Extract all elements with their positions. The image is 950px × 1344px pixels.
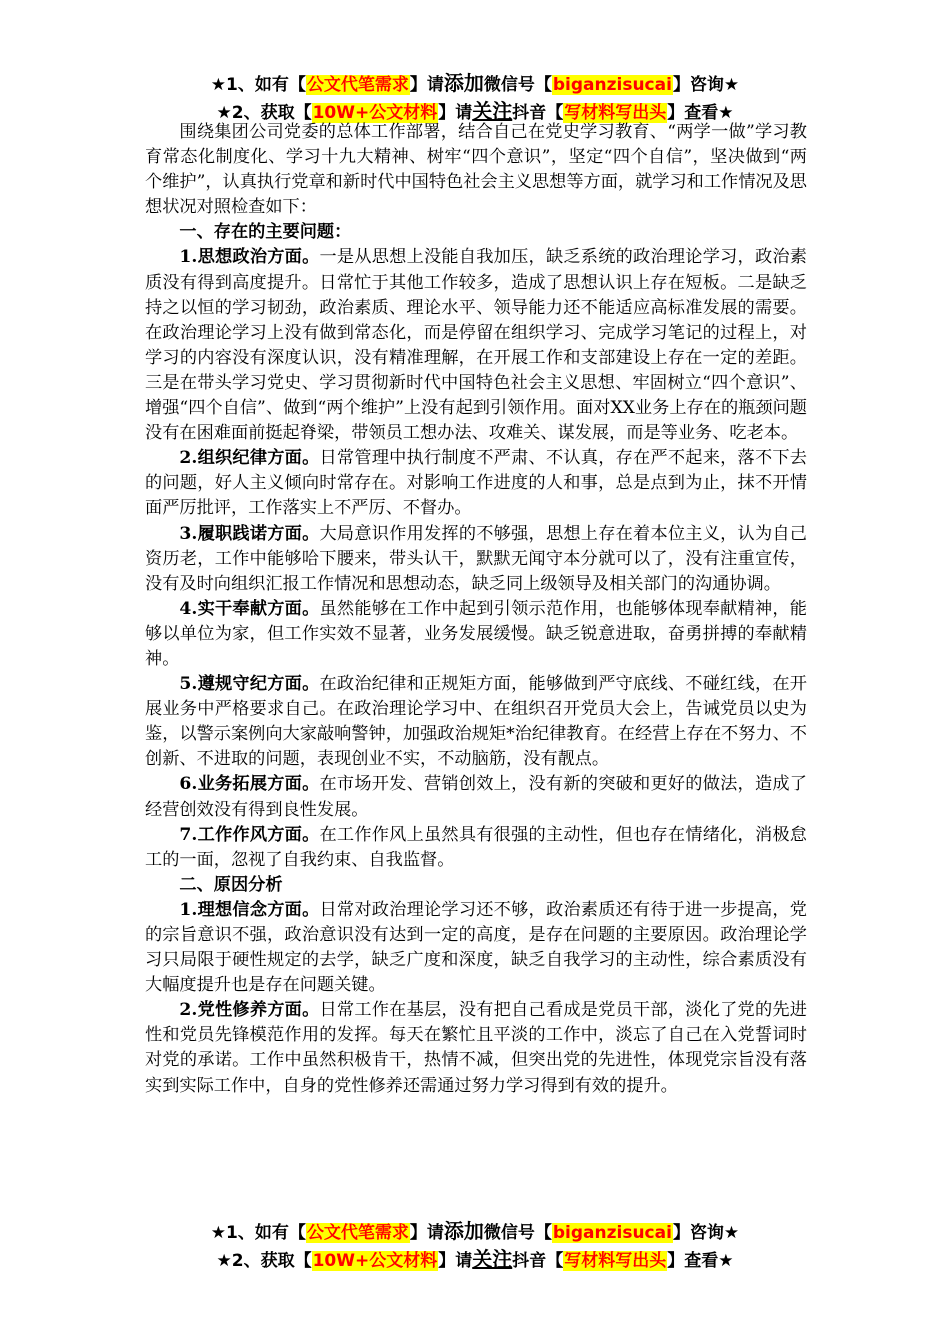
problem-item: 2.组织纪律方面。日常管理中执行制度不严肃、不认真，存在严不起来，落不下去的问题，好人主义倾向时常存在。对影响工作进度的人和事，总是点到为止，抹不开情面严厉批评，工作落实上不严厉、不督办。	[145, 448, 807, 519]
highlight-materials: 10W+公文材料	[312, 103, 438, 123]
highlight-service: 公文代笔需求	[306, 1223, 409, 1243]
highlight-douyin: 写材料写出头	[564, 103, 667, 123]
section-heading-problems: 一、存在的主要问题：	[179, 222, 352, 243]
highlight-wechat-id: biganzisucai	[552, 75, 672, 95]
cause-item: 2.党性修养方面。日常工作在基层，没有把自己看成是党员干部，淡化了党的先进性和党员先锋模范作用的发挥。每天在繁忙且平淡的工作中，淡忘了自己在入党誓词时对党的承诺。工作中虽然积极肯干，热情不减，但突出党的先进性，体现党宗旨没有落实到实际工作中，自身的党性修养还需通过努力学习得到有效的提升。	[145, 1000, 807, 1096]
problem-item: 3.履职践诺方面。大局意识作用发挥的不够强，思想上存在着本位主义，认为自己资历老，工作中能够哈下腰来，带头认干，默默无闻守本分就可以了，没有注重宣传，没有及时向组织汇报工作情况和思想动态，缺乏同上级领导及相关部门的沟通协调。	[145, 523, 807, 594]
bottom-banner-line-1: ★1、如有【公文代笔需求】请添加微信号【biganzisucai】咨询★	[210, 1219, 740, 1243]
section-heading-causes: 二、原因分析	[179, 874, 283, 895]
highlight-service: 公文代笔需求	[306, 75, 409, 95]
top-banner-line-1: ★1、如有【公文代笔需求】请添加微信号【biganzisucai】咨询★	[210, 71, 740, 95]
problem-item: 6.业务拓展方面。在市场开发、营销创效上，没有新的突破和更好的做法，造成了经营创效没有得到良性发展。	[145, 774, 807, 820]
problem-item: 4.实干奉献方面。虽然能够在工作中起到引领示范作用，也能够体现奉献精神，能够以单位为家，但工作实效不显著，业务发展缓慢。缺乏锐意进取，奋勇拼搏的奉献精神。	[145, 598, 807, 669]
highlight-douyin: 写材料写出头	[564, 1251, 667, 1271]
top-banner	[0, 70, 950, 126]
problem-item: 7.工作作风方面。在工作作风上虽然具有很强的主动性，但也存在情绪化，消极怠工的一面，忽视了自我约束、自我监督。	[145, 824, 807, 870]
highlight-materials: 10W+公文材料	[312, 1251, 438, 1271]
top-banner-line-2: ★2、获取【10W+公文材料】请关注抖音【写材料写出头】查看★	[216, 99, 734, 123]
problem-item: 5.遵规守纪方面。在政治纪律和正规矩方面，能够做到严守底线、不碰红线，在开展业务中严格要求自己。在政治理论学习中、在组织召开党员大会上，告诫党员以史为鉴，以警示案例向大家敲响警钟，加强政治规矩*治纪律教育。在经营上存在不努力、不创新、不进取的问题，表现创业不实，不动脑筋，没有靓点。	[145, 674, 807, 770]
highlight-wechat-id: biganzisucai	[552, 1223, 672, 1243]
bottom-banner-line-2: ★2、获取【10W+公文材料】请关注抖音【写材料写出头】查看★	[216, 1247, 734, 1271]
problem-item: 1.思想政治方面。一是从思想上没能自我加压，缺乏系统的政治理论学习，政治素质没有得到高度提升。日常忙于其他工作较多，造成了思想认识上存在短板。二是缺乏持之以恒的学习韧劲，政治素质、理论水平、领导能力还不能适应高标准发展的需要。在政治理论学习上没有做到常态化，而是停留在组织学习、完成学习笔记的过程上，对学习的内容没有深度认识，没有精准理解，在开展工作和支部建设上存在一定的差距。三是在带头学习党史、学习贯彻新时代中国特色社会主义思想、牢固树立“四个意识”、增强“四个自信”、做到“两个维护”上没有起到引领作用。面对XX业务上存在的瓶颈问题没有在困难面前挺起脊梁，带领员工想办法、攻难关、谋发展，而是等业务、吃老本。	[145, 247, 807, 444]
cause-item: 1.理想信念方面。日常对政治理论学习还不够，政治素质还有待于进一步提高，党的宗旨意识不强，政治意识没有达到一定的高度，是存在问题的主要原因。政治理论学习只局限于硬性规定的去学，缺乏广度和深度，缺乏自我学习的主动性，综合素质没有大幅度提升也是存在问题关键。	[145, 899, 807, 996]
bottom-banner	[0, 1218, 950, 1274]
intro-paragraph: 围绕集团公司党委的总体工作部署，结合自己在党史学习教育、“两学一做”学习教育常态化制度化、学习十九大精神、树牢“四个意识”，坚定“四个自信”，坚决做到“两个维护”，认真执行党章和新时代中国特色社会主义思想等方面，就学习和工作情况及思想状况对照检查如下：	[145, 122, 807, 218]
document-body	[145, 120, 807, 1099]
